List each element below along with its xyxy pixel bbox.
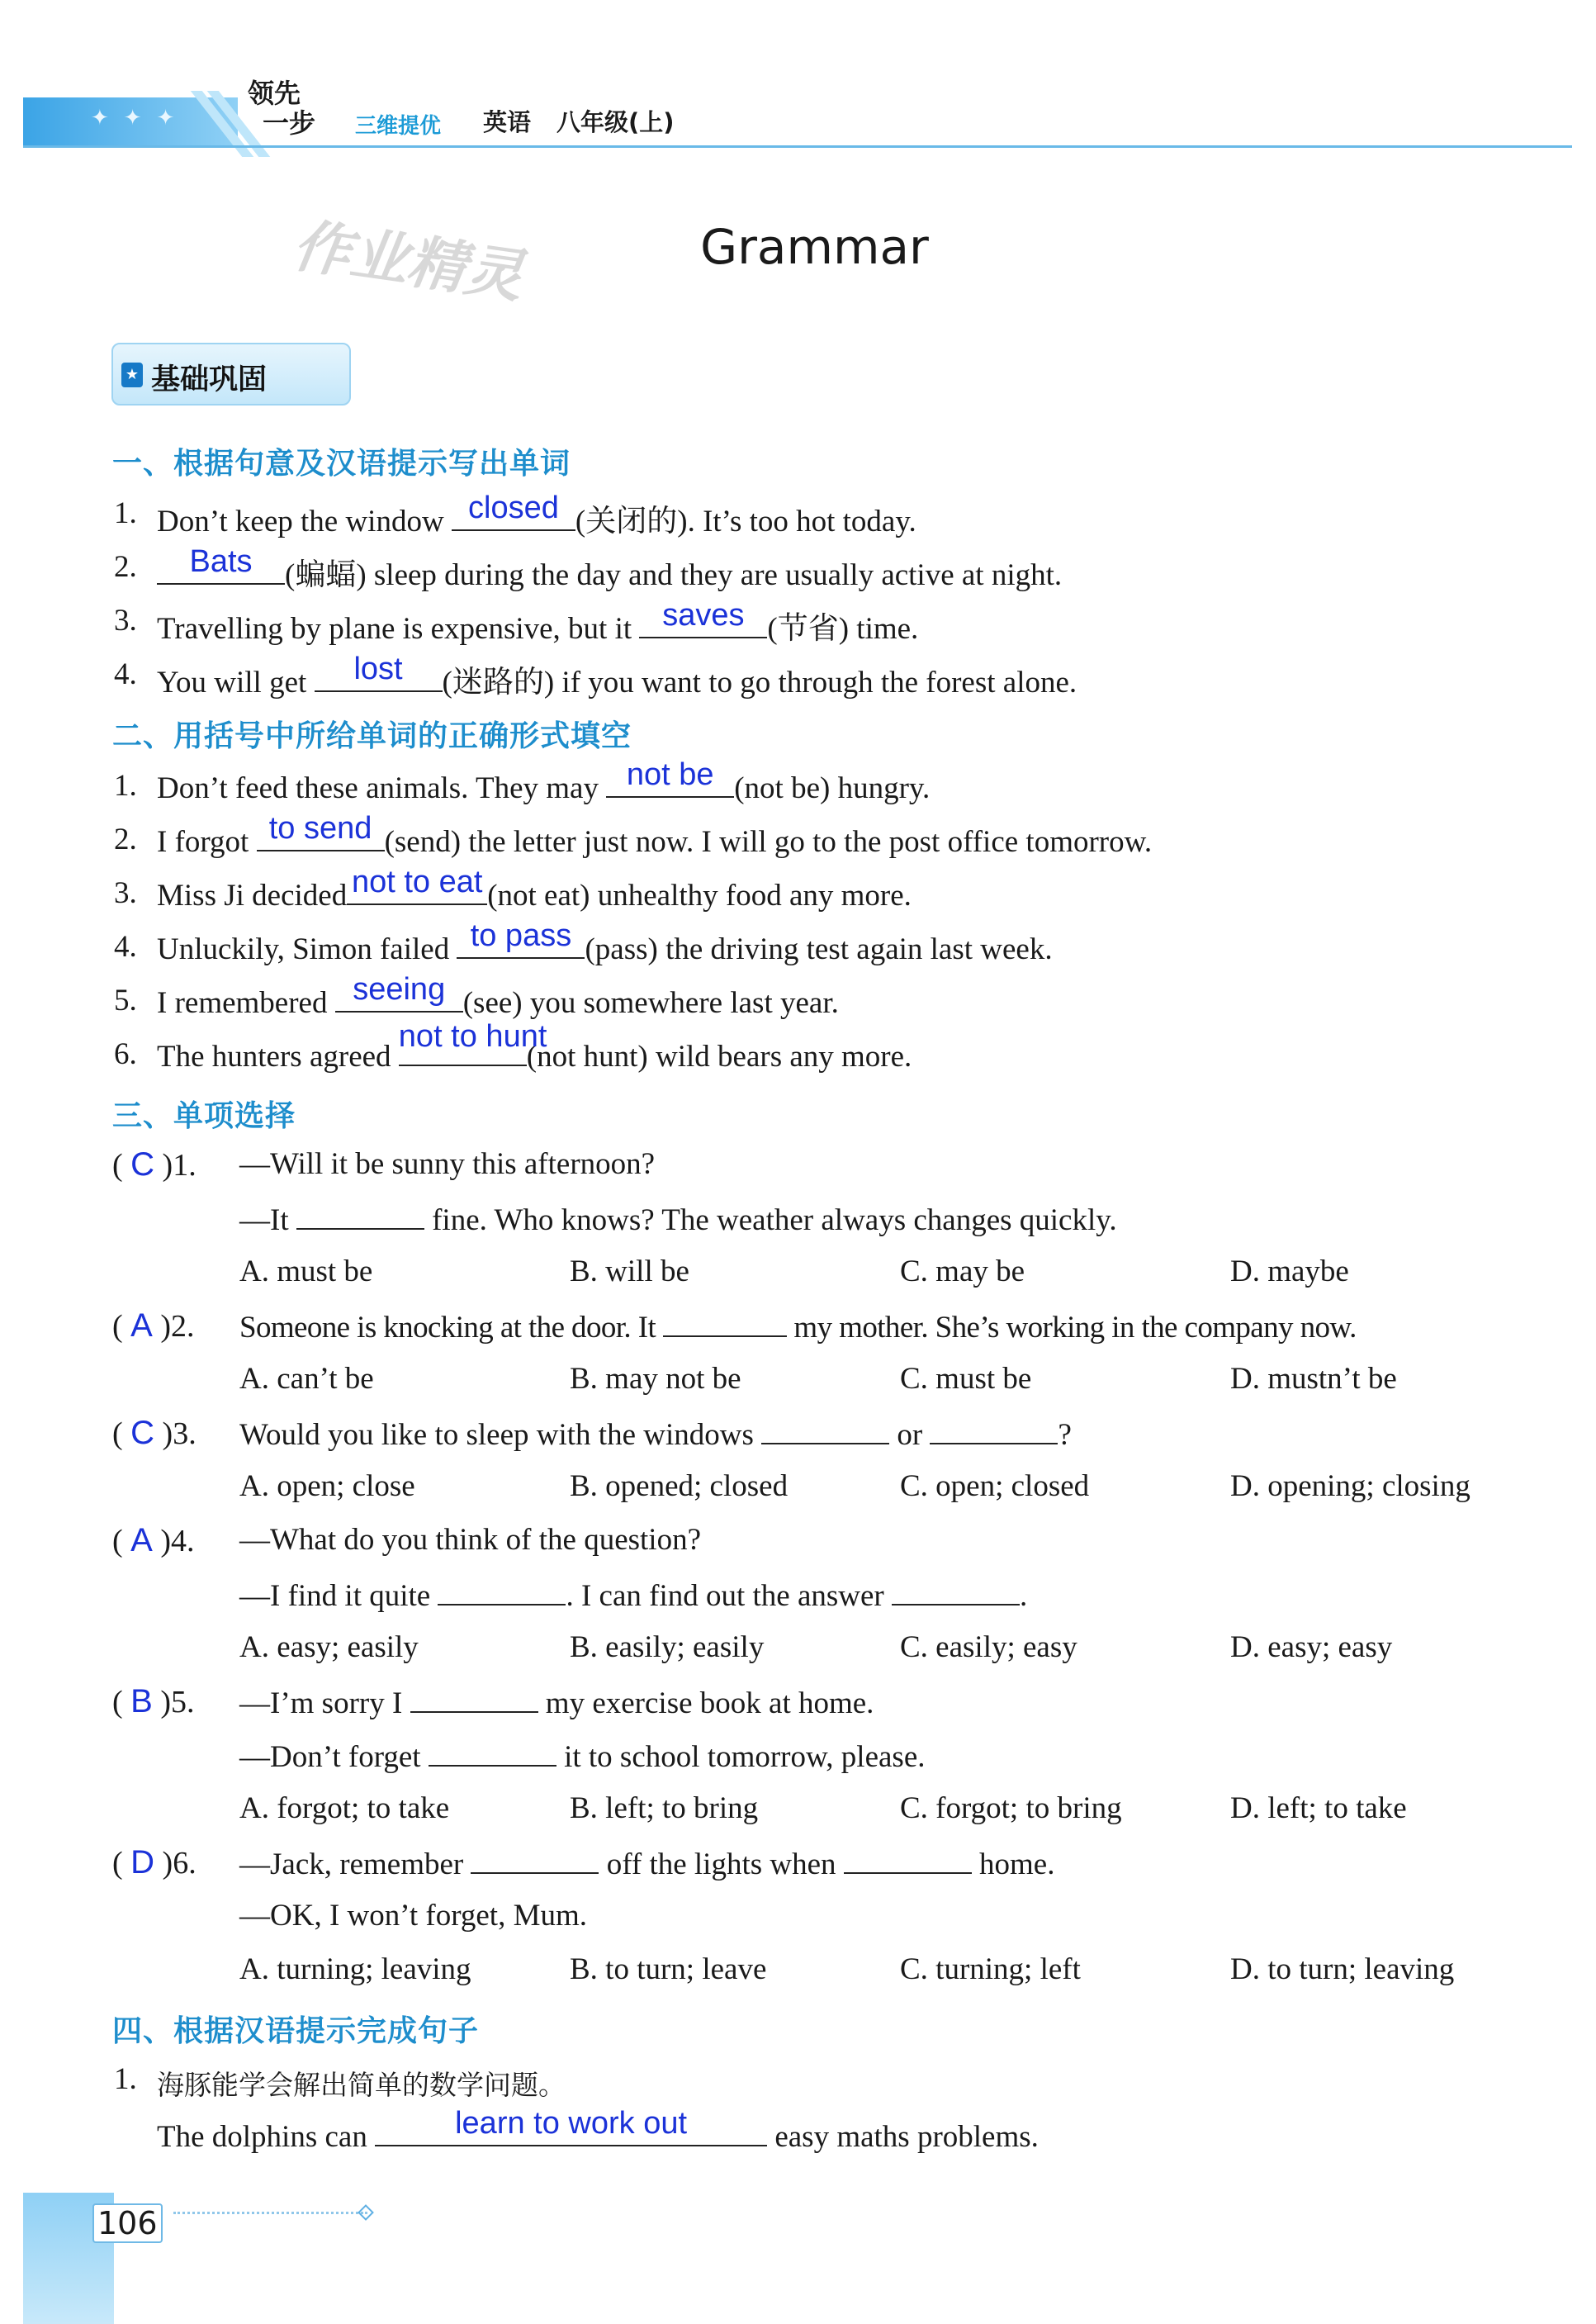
option-d: D. opening; closing xyxy=(1230,1469,1470,1503)
answer-paren: ( C )1. xyxy=(112,1146,197,1183)
question-number: )5. xyxy=(160,1685,195,1719)
question-text: Would you like to sleep with the windows xyxy=(239,1418,762,1452)
sentence-text: The dolphins can xyxy=(157,2120,376,2154)
answer-blank xyxy=(930,1415,1058,1444)
option-c: C. must be xyxy=(900,1362,1032,1396)
answer-text: not to hunt xyxy=(398,1019,547,1054)
sentence-text: (not be) hungry. xyxy=(734,771,931,805)
question-text: —Jack, remember xyxy=(239,1847,471,1881)
sentence-text: (节省) time. xyxy=(767,612,919,646)
sentence-text: (pass) the driving test again last week. xyxy=(585,932,1053,966)
diamond-icon xyxy=(358,2204,374,2221)
sentence-text: (迷路的) if you want to go through the forest alone. xyxy=(442,666,1077,700)
answer-blank xyxy=(410,1683,538,1713)
question-number: )6. xyxy=(162,1846,197,1881)
sentence-text: Travelling by plane is expensive, but it xyxy=(157,612,640,646)
sentence-text: (not eat) unhealthy food any more. xyxy=(487,879,912,913)
answer-paren: ( A )2. xyxy=(112,1307,195,1344)
sentence-text: (关闭的). It’s too hot today. xyxy=(575,505,916,538)
page-title: Grammar xyxy=(700,219,929,275)
option-d: D. maybe xyxy=(1230,1254,1349,1288)
choice-answer: C xyxy=(130,1415,155,1451)
section2-title: 二、用括号中所给单词的正确形式填空 xyxy=(112,719,632,753)
section4-title: 四、根据汉语提示完成句子 xyxy=(112,2014,480,2048)
answer-text: learn to work out xyxy=(455,2106,688,2141)
question-text: my exercise book at home. xyxy=(538,1686,874,1720)
answer-blank xyxy=(157,544,285,585)
choice-answer: C xyxy=(130,1146,155,1183)
answer-blank xyxy=(398,1019,547,1066)
option-c: C. open; closed xyxy=(900,1469,1090,1503)
question-text xyxy=(239,1200,1117,1238)
option-d: D. mustn’t be xyxy=(1230,1362,1397,1396)
question-text: home. xyxy=(971,1847,1055,1881)
option-c: C. forgot; to bring xyxy=(900,1791,1122,1825)
sentence-text: easy maths problems. xyxy=(767,2120,1039,2154)
page-number: 106 xyxy=(92,2203,163,2243)
answer-blank xyxy=(639,598,767,638)
item-number: 3. xyxy=(114,876,137,910)
answer-text: not be xyxy=(626,757,714,792)
option-b: B. to turn; leave xyxy=(570,1952,767,1986)
answer-blank xyxy=(457,918,585,959)
answer-paren: ( A )4. xyxy=(112,1522,195,1558)
option-a: A. must be xyxy=(239,1254,373,1288)
answer-blank xyxy=(663,1307,787,1337)
sentence-text: The hunters agreed xyxy=(157,1040,399,1074)
sentence-text: (send) the letter just now. I will go to the post office tomorrow. xyxy=(384,825,1153,859)
header-rule xyxy=(23,145,1572,148)
answer-paren: ( B )5. xyxy=(112,1683,195,1719)
option-d: D. to turn; leaving xyxy=(1230,1952,1455,1986)
choice-answer: A xyxy=(130,1307,153,1344)
option-b: B. opened; closed xyxy=(570,1469,789,1503)
sentence-text: Miss Ji decided xyxy=(157,879,348,913)
answer-blank xyxy=(296,1200,424,1230)
answer-blank xyxy=(452,491,575,531)
option-c: C. turning; left xyxy=(900,1952,1081,1986)
question-text: off the lights when xyxy=(599,1847,844,1881)
section3-title: 三、单项选择 xyxy=(112,1099,296,1133)
question-text: it to school tomorrow, please. xyxy=(556,1740,926,1774)
question-text xyxy=(239,1844,1054,1882)
sentence xyxy=(157,598,919,647)
footer-dots xyxy=(173,2212,367,2214)
answer-blank xyxy=(606,757,734,798)
option-a: A. turning; leaving xyxy=(239,1952,471,1986)
answer-blank xyxy=(844,1844,972,1874)
choice-answer: D xyxy=(130,1844,155,1881)
answer-text: closed xyxy=(468,491,559,525)
answer-blank xyxy=(315,652,443,692)
answer-paren: ( D )6. xyxy=(112,1844,197,1881)
answer-text: seeing xyxy=(353,972,446,1007)
question-text: or xyxy=(889,1418,931,1452)
answer-text: to pass xyxy=(470,918,572,953)
item-number: 4. xyxy=(114,930,137,964)
option-d: D. easy; easy xyxy=(1230,1630,1393,1664)
header-grade: 八年级(上) xyxy=(556,108,675,136)
question-text: —I’m sorry I xyxy=(239,1686,410,1720)
tag-label: 基础巩固 xyxy=(151,363,268,396)
question-text: my mother. She’s working in the company now. xyxy=(786,1311,1357,1345)
question-text: ? xyxy=(1058,1418,1072,1452)
option-b: B. will be xyxy=(570,1254,689,1288)
question-text: —Don’t forget xyxy=(239,1740,429,1774)
option-b: B. easily; easily xyxy=(570,1630,765,1664)
answer-text: Bats xyxy=(189,544,253,579)
item-number: 5. xyxy=(114,984,137,1017)
item-number: 3. xyxy=(114,604,137,638)
sentence xyxy=(157,491,916,540)
question-text: —It xyxy=(239,1203,296,1237)
brand-slogan: 三维提优 xyxy=(355,114,442,139)
answer-paren: ( C )3. xyxy=(112,1415,197,1451)
answer-blank xyxy=(892,1576,1020,1605)
option-c: C. may be xyxy=(900,1254,1025,1288)
item-number: 4. xyxy=(114,657,137,691)
item-number: 6. xyxy=(114,1037,137,1071)
sentence-text: I forgot xyxy=(157,825,257,859)
answer-text: lost xyxy=(353,652,403,686)
sentence xyxy=(157,2106,1039,2155)
question-text: —Will it be sunny this afternoon? xyxy=(239,1147,656,1181)
question-number: )3. xyxy=(162,1416,197,1451)
question-text: Someone is knocking at the door. It xyxy=(239,1311,663,1345)
sentence-text: (蝙蝠) sleep during the day and they are usually active at night. xyxy=(285,558,1063,592)
item-number: 1. xyxy=(114,496,137,530)
sentence-text: Don’t feed these animals. They may xyxy=(157,771,607,805)
question-number: )2. xyxy=(160,1309,195,1344)
option-d: D. left; to take xyxy=(1230,1791,1407,1825)
sentence xyxy=(157,1019,912,1074)
sparkle-icon: ✦✦✦ xyxy=(91,106,190,130)
sentence-text: Don’t keep the window xyxy=(157,505,452,538)
sentence-text: (not hunt) wild bears any more. xyxy=(526,1040,912,1074)
question-text: —What do you think of the question? xyxy=(239,1523,702,1557)
brand-top: 领先 xyxy=(248,78,301,109)
sentence xyxy=(157,865,912,913)
option-b: B. may not be xyxy=(570,1362,741,1396)
watermark: 作业精灵 xyxy=(288,211,528,311)
answer-blank xyxy=(347,865,487,905)
question-text xyxy=(239,1737,926,1775)
answer-blank xyxy=(429,1737,556,1767)
sentence-text: I remembered xyxy=(157,986,335,1020)
question-text: —OK, I won’t forget, Mum. xyxy=(239,1899,588,1933)
choice-answer: A xyxy=(130,1522,153,1558)
chinese-prompt: 海豚能学会解出简单的数学问题。 xyxy=(157,2069,566,2101)
section-tag xyxy=(111,343,355,410)
item-number: 2. xyxy=(114,823,137,856)
sentence-text: You will get xyxy=(157,666,315,700)
option-a: A. forgot; to take xyxy=(239,1791,450,1825)
question-number: )1. xyxy=(162,1148,197,1183)
answer-text: saves xyxy=(662,598,745,633)
option-a: A. open; close xyxy=(239,1469,415,1503)
section1-title: 一、根据句意及汉语提示写出单词 xyxy=(112,447,571,481)
answer-blank xyxy=(257,811,385,851)
answer-blank xyxy=(438,1576,566,1605)
question-text xyxy=(239,1307,1357,1345)
option-a: A. easy; easily xyxy=(239,1630,419,1664)
sentence xyxy=(157,972,839,1021)
answer-blank xyxy=(471,1844,599,1874)
question-text: . xyxy=(1020,1579,1028,1613)
question-text xyxy=(239,1415,1072,1453)
question-text xyxy=(239,1576,1027,1614)
item-number: 2. xyxy=(114,550,137,584)
sentence xyxy=(157,544,1063,594)
option-c: C. easily; easy xyxy=(900,1630,1077,1664)
question-text: fine. Who knows? The weather always changes quickly. xyxy=(424,1203,1117,1237)
question-text: —I find it quite xyxy=(239,1579,438,1613)
sentence xyxy=(157,811,1153,860)
header-subject: 英语 xyxy=(483,108,532,136)
brand-bottom: 一步 xyxy=(263,107,316,139)
answer-text: to send xyxy=(268,811,372,846)
option-a: A. can’t be xyxy=(239,1362,374,1396)
sentence xyxy=(157,757,931,806)
option-b: B. left; to bring xyxy=(570,1791,759,1825)
question-text: . I can find out the answer xyxy=(566,1579,893,1613)
answer-text: not to eat xyxy=(351,865,483,899)
question-text xyxy=(239,1683,874,1721)
item-number: 1. xyxy=(114,769,137,803)
choice-answer: B xyxy=(130,1683,153,1719)
item-number: 1. xyxy=(114,2062,137,2096)
answer-blank xyxy=(335,972,463,1013)
sentence-text: Unluckily, Simon failed xyxy=(157,932,457,966)
answer-blank xyxy=(375,2106,767,2146)
answer-blank xyxy=(761,1415,889,1444)
star-icon: ★ xyxy=(121,363,143,387)
sentence xyxy=(157,918,1053,967)
question-number: )4. xyxy=(160,1524,195,1558)
sentence-text: (see) you somewhere last year. xyxy=(462,986,839,1020)
sentence xyxy=(157,652,1077,701)
